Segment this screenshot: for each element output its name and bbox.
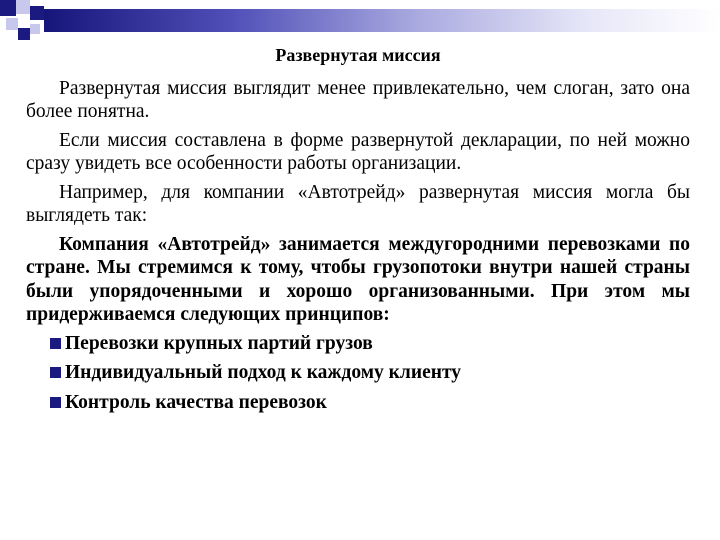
- decor-square: [6, 18, 18, 30]
- mission-statement: Компания «Автотрейд» занимается междугородними перевозками по стране. Мы стремимся к тому, чтобы грузопотоки внутри нашей страны были упорядоченными и хорошо организованными. При этом мы придерживаемся следующих принципов:: [26, 233, 690, 325]
- paragraph: Развернутая миссия выглядит менее привлекательно, чем слоган, зато она более понятна.: [26, 77, 690, 122]
- decor-square: [0, 0, 16, 16]
- paragraph: Например, для компании «Автотрейд» развернутая миссия могла бы выглядеть так:: [26, 181, 690, 226]
- decor-square: [30, 6, 44, 20]
- square-bullet-icon: [50, 338, 61, 349]
- principles-list: [26, 332, 690, 415]
- square-bullet-icon: [50, 367, 61, 378]
- list-item-label: Перевозки крупных партий грузов: [65, 332, 373, 354]
- list-item: [50, 361, 690, 385]
- square-bullet-icon: [50, 397, 61, 408]
- list-item: [50, 391, 690, 415]
- slide-title: Развернутая миссия: [275, 45, 441, 65]
- list-item-label: Индивидуальный подход к каждому клиенту: [65, 362, 462, 383]
- decor-square: [16, 0, 30, 14]
- list-item-label: Контроль качества перевозок: [65, 391, 327, 413]
- decor-square: [18, 28, 30, 40]
- header-gradient-bar: [44, 9, 720, 32]
- slide-content: [26, 44, 690, 420]
- list-item: [50, 332, 690, 356]
- paragraph: Если миссия составлена в форме развернутой декларации, по ней можно сразу увидеть все особенности работы организации.: [26, 129, 690, 174]
- decor-square: [30, 24, 40, 34]
